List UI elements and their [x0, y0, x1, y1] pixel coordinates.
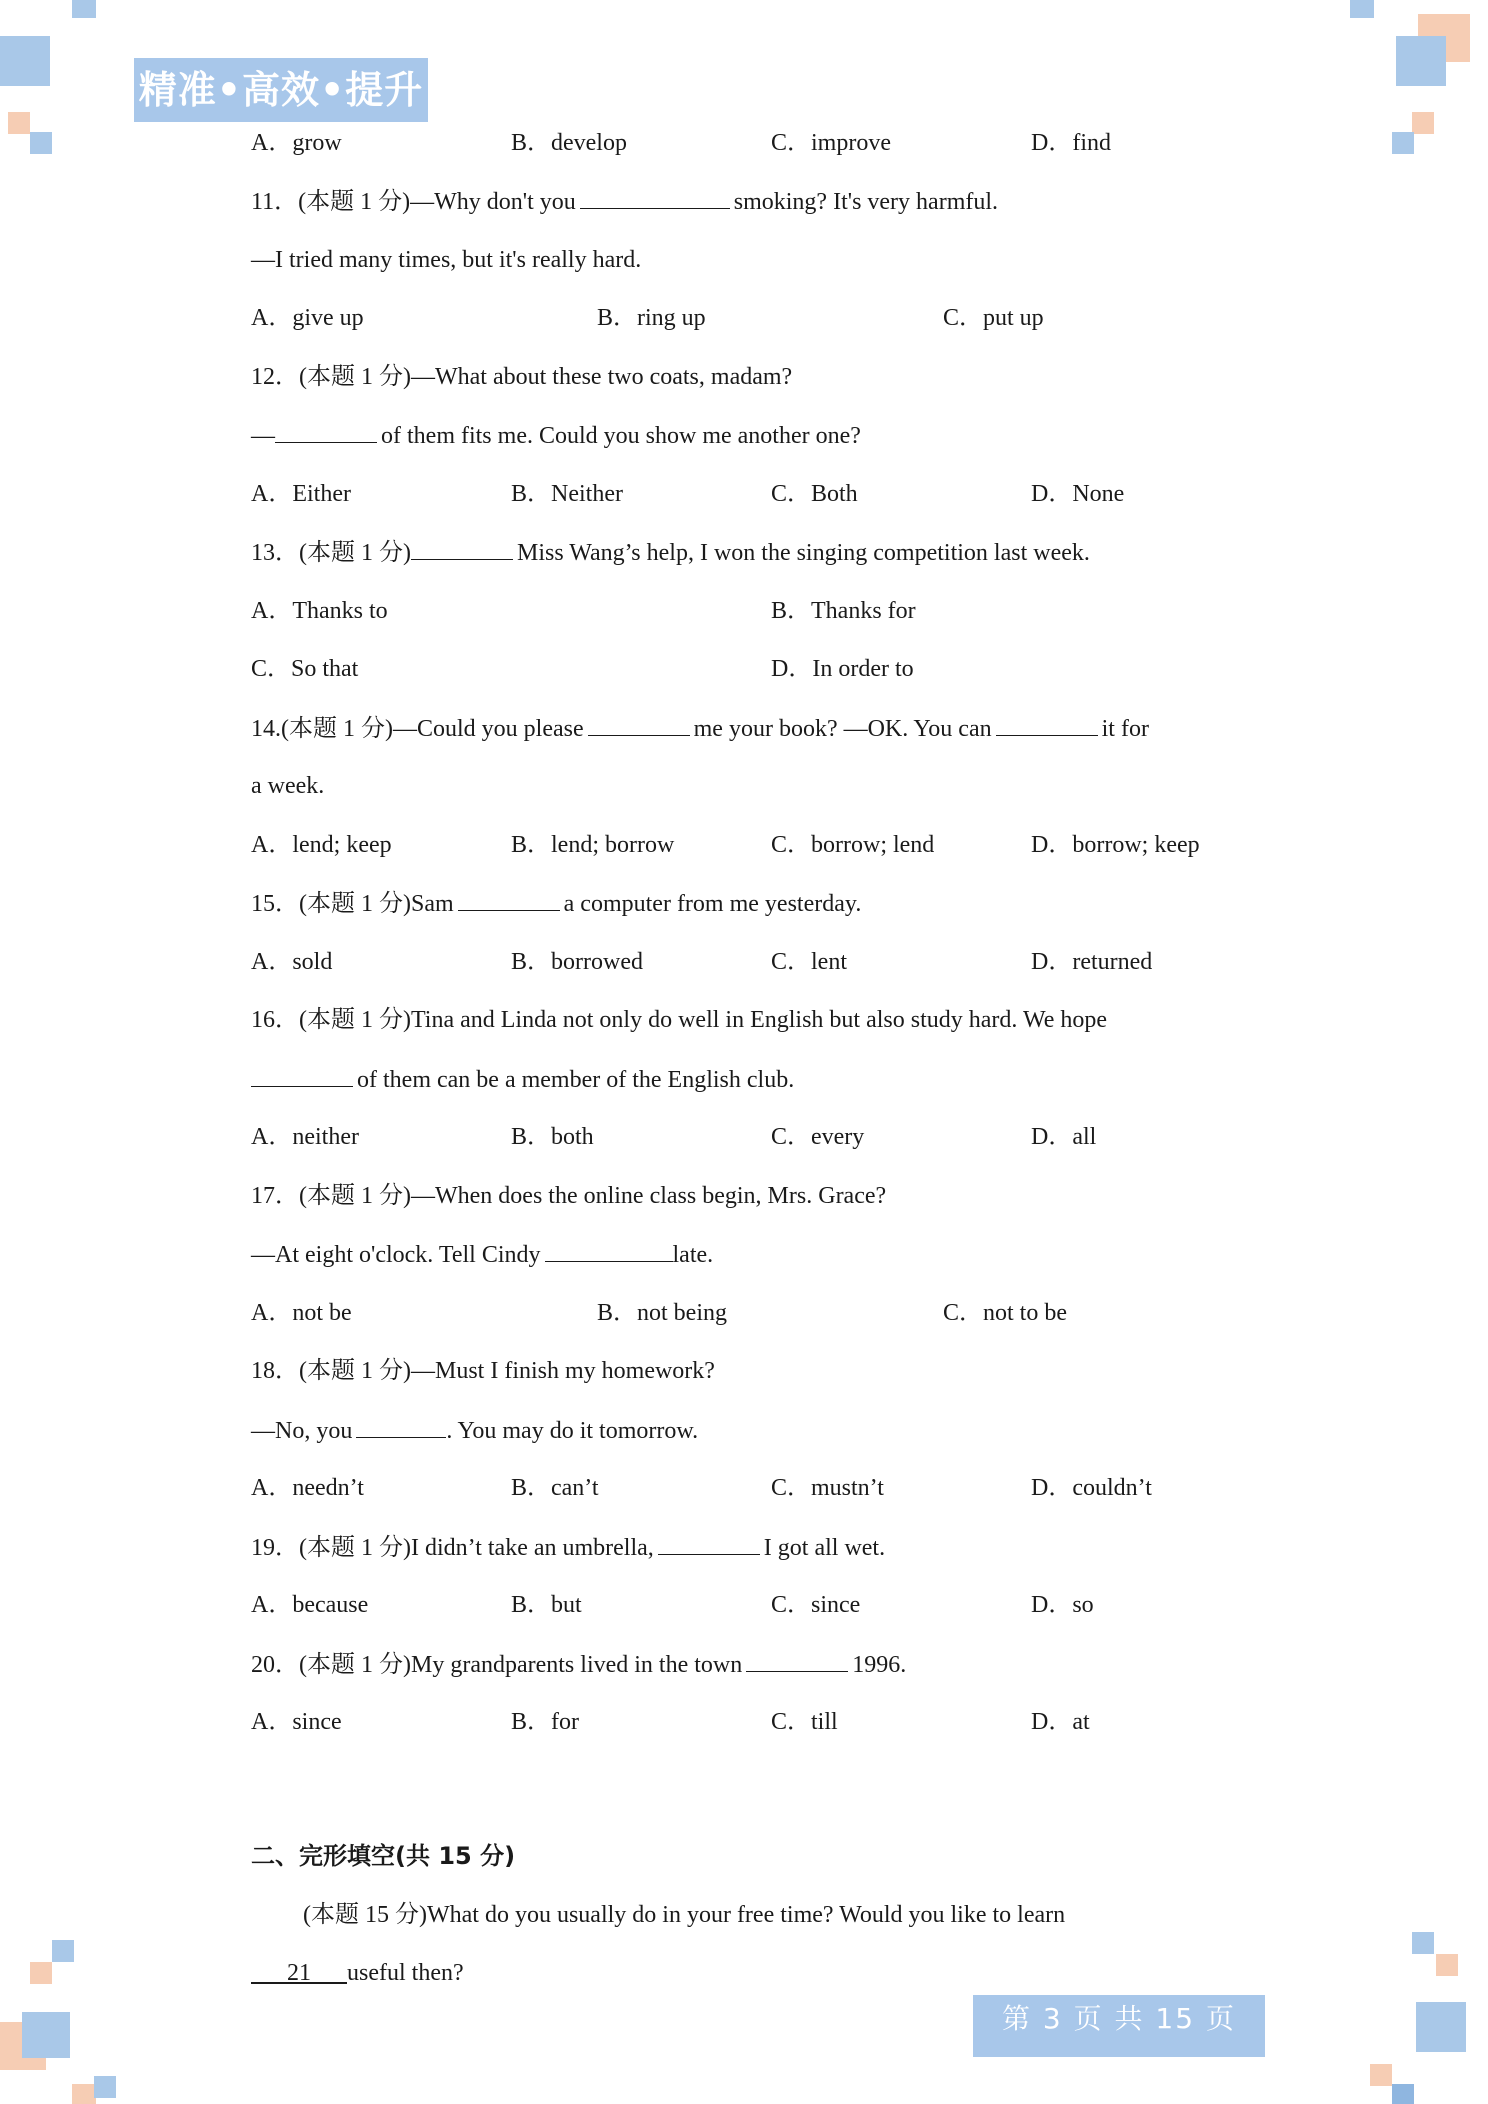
- answer-blank: [251, 1064, 353, 1087]
- q16-stem-continued: of them can be a member of the English club.: [251, 1064, 794, 1095]
- q11-option-b: B．ring up: [597, 305, 706, 331]
- answer-blank: [411, 537, 513, 560]
- q19-option-c: C．since: [771, 1592, 861, 1618]
- answer-blank: [588, 713, 690, 736]
- q15-option-a: A．sold: [251, 949, 333, 975]
- q15-stem: 15．(本题 1 分)Sam a computer from me yesterday.: [251, 888, 861, 919]
- q16-option-b: B．both: [511, 1124, 594, 1150]
- q14-option-a: A．lend; keep: [251, 832, 392, 858]
- q15-option-d: D．returned: [1031, 949, 1153, 975]
- q13-option-c: C．So that: [251, 656, 359, 682]
- brand-banner: 精准•高效•提升: [134, 58, 428, 122]
- answer-blank: [356, 1415, 446, 1438]
- q13-option-b: B．Thanks for: [771, 598, 916, 624]
- q18-option-b: B．can’t: [511, 1475, 599, 1501]
- q18-option-d: D．couldn’t: [1031, 1475, 1152, 1501]
- q18-option-c: C．mustn’t: [771, 1475, 884, 1501]
- q14-stem: 14.(本题 1 分)—Could you please me your book? —OK. You can it for: [251, 713, 1149, 744]
- answer-blank: [996, 713, 1098, 736]
- q14-stem-continued: a week.: [251, 773, 325, 799]
- q18-reply: —No, you . You may do it tomorrow.: [251, 1415, 698, 1446]
- q10-option-b: B．develop: [511, 130, 627, 156]
- q16-option-d: D．all: [1031, 1124, 1097, 1150]
- q12-option-c: C．Both: [771, 481, 858, 507]
- answer-blank: [458, 888, 560, 911]
- q17-option-b: B．not being: [597, 1300, 727, 1326]
- q20-option-d: D．at: [1031, 1709, 1090, 1735]
- q19-option-b: B．but: [511, 1592, 582, 1618]
- q14-option-c: C．borrow; lend: [771, 832, 935, 858]
- section-title: 二、完形填空(共 15 分): [251, 1842, 516, 1870]
- q12-option-b: B．Neither: [511, 481, 623, 507]
- q17-option-c: C．not to be: [943, 1300, 1067, 1326]
- q17-stem: 17．(本题 1 分)—When does the online class begin, Mrs. Grace?: [251, 1183, 887, 1209]
- cloze-blank-21: 21: [287, 1960, 311, 1986]
- answer-blank: [658, 1532, 760, 1555]
- q14-option-d: D．borrow; keep: [1031, 832, 1200, 858]
- cloze-intro: (本题 15 分)What do you usually do in your free time? Would you like to learn: [303, 1902, 1066, 1928]
- q10-option-c: C．improve: [771, 130, 891, 156]
- q20-option-a: A．since: [251, 1709, 342, 1735]
- q20-option-c: C．till: [771, 1709, 838, 1735]
- q19-option-d: D．so: [1031, 1592, 1094, 1618]
- q12-stem: 12．(本题 1 分)—What about these two coats, madam?: [251, 364, 793, 390]
- q20-stem: 20．(本题 1 分)My grandparents lived in the town 1996.: [251, 1649, 906, 1680]
- q18-stem: 18．(本题 1 分)—Must I finish my homework?: [251, 1358, 715, 1384]
- answer-blank: [545, 1239, 673, 1262]
- q20-option-b: B．for: [511, 1709, 579, 1735]
- q10-option-a: A．grow: [251, 130, 342, 156]
- q11-option-a: A．give up: [251, 305, 364, 331]
- answer-blank: [746, 1649, 848, 1672]
- cloze-intro-continued: 21 useful then?: [251, 1958, 464, 1988]
- answer-blank: [580, 186, 730, 209]
- q12-reply: — of them fits me. Could you show me another one?: [251, 420, 861, 451]
- q17-reply: —At eight o'clock. Tell Cindy late.: [251, 1239, 713, 1270]
- q13-option-d: D．In order to: [771, 656, 914, 682]
- q15-option-b: B．borrowed: [511, 949, 643, 975]
- q19-option-a: A．because: [251, 1592, 369, 1618]
- answer-blank: [275, 420, 377, 443]
- q11-reply: —I tried many times, but it's really hard.: [251, 247, 642, 273]
- q19-stem: 19．(本题 1 分)I didn’t take an umbrella, I got all wet.: [251, 1532, 885, 1563]
- q15-option-c: C．lent: [771, 949, 847, 975]
- q17-option-a: A．not be: [251, 1300, 352, 1326]
- q16-option-a: A．neither: [251, 1124, 359, 1150]
- q14-option-b: B．lend; borrow: [511, 832, 675, 858]
- q16-option-c: C．every: [771, 1124, 865, 1150]
- q10-option-d: D．find: [1031, 130, 1111, 156]
- q18-option-a: A．needn’t: [251, 1475, 364, 1501]
- q13-stem: 13．(本题 1 分) Miss Wang’s help, I won the singing competition last week.: [251, 537, 1090, 568]
- page-number: 第 3 页 共 15 页: [973, 1995, 1265, 2057]
- q12-option-d: D．None: [1031, 481, 1125, 507]
- q16-stem: 16．(本题 1 分)Tina and Linda not only do well in English but also study hard. We hope: [251, 1007, 1107, 1033]
- q11-option-c: C．put up: [943, 305, 1044, 331]
- q12-option-a: A．Either: [251, 481, 351, 507]
- q11-stem: 11．(本题 1 分)—Why don't you smoking? It's very harmful.: [251, 186, 998, 217]
- q13-option-a: A．Thanks to: [251, 598, 388, 624]
